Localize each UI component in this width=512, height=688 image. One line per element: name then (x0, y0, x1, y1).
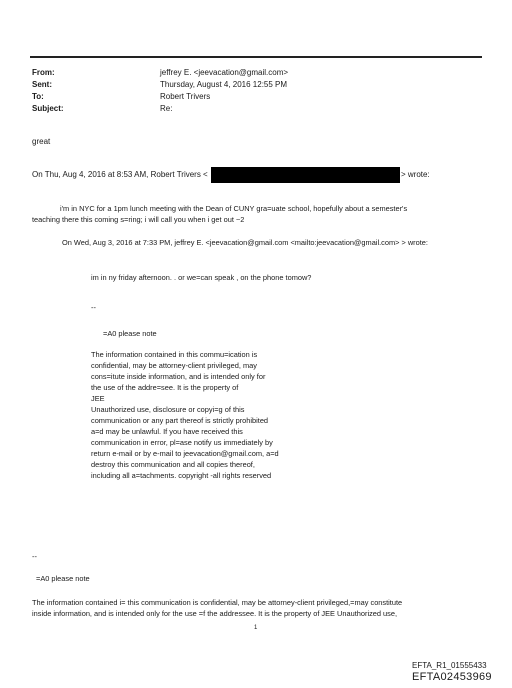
reply-text: great (32, 137, 51, 146)
signature-dash-2: -- (32, 552, 37, 561)
notice-line: communication in error, pl=ase notify us immediately by (91, 438, 273, 447)
notice-line: The information contained in this commu=ication is (91, 350, 258, 359)
subject-value: Re: (160, 104, 173, 113)
to-value: Robert Trivers (160, 92, 211, 101)
sent-value: Thursday, August 4, 2016 12:55 PM (160, 80, 288, 89)
from-value: jeffrey E. <jeevacation@gmail.com> (160, 68, 289, 77)
page-number: 1 (254, 625, 258, 631)
quote1-header-prefix: On Thu, Aug 4, 2016 at 8:53 AM, Robert Trivers < (32, 170, 208, 179)
notice-line: a=d may be unlawful. If you have received this (91, 427, 243, 436)
quote2-text: im in ny friday afternoon. . or we=can speak , on the phone tomow? (91, 273, 312, 282)
notice2-line1: The information contained i= this communication is confidential, may be attorney-client privileged,=may constitute (32, 598, 403, 607)
please-note-1: =A0 please note (103, 329, 157, 338)
notice-line: cons=itute inside information, and is intended only for (91, 372, 266, 381)
from-label: From: (32, 68, 55, 77)
sent-label: Sent: (32, 80, 52, 89)
notice-line: JEE (91, 394, 105, 403)
notice-line: communication or any part thereof is strictly prohibited (91, 416, 269, 425)
quote1-header-suffix: > wrote: (401, 170, 430, 179)
quote1-line1: i'm in NYC for a 1pm lunch meeting with the Dean of CUNY gra=uate school, hopefully about a semester's (60, 204, 408, 213)
notice-line: confidential, may be attorney-client privileged, may (91, 361, 257, 370)
please-note-2: =A0 please note (36, 574, 90, 583)
to-label: To: (32, 92, 44, 101)
bates-code-1: EFTA_R1_01555433 (412, 661, 487, 670)
notice-line: return e-mail or by e-mail to jeevacation@gmail.com, a=d (91, 449, 279, 458)
bates-code-2: EFTA02453969 (412, 671, 492, 683)
quote1-line2: teaching there this coming s=ring; i will call you when i get out ~2 (32, 215, 245, 224)
notice-line: the use of the addre=see. It is the property of (91, 383, 239, 392)
notice-line: destroy this communication and all copies thereof, (91, 460, 255, 469)
notice-line: Unauthorized use, disclosure or copyi=g of this (91, 405, 245, 414)
header-rule (30, 56, 482, 58)
redaction-bar (211, 167, 400, 183)
quote2-header: On Wed, Aug 3, 2016 at 7:33 PM, jeffrey E. <jeevacation@gmail.com <mailto:jeevacation@gmail.com> > wrote: (62, 238, 428, 247)
notice2-line2: inside information, and is intended only for the use =f the addressee. It is the property of JEE Unauthorized use, (32, 609, 398, 618)
subject-label: Subject: (32, 104, 64, 113)
signature-dash: -- (91, 303, 96, 312)
notice-line: including all a=tachments. copyright -all rights reserved (91, 471, 272, 480)
